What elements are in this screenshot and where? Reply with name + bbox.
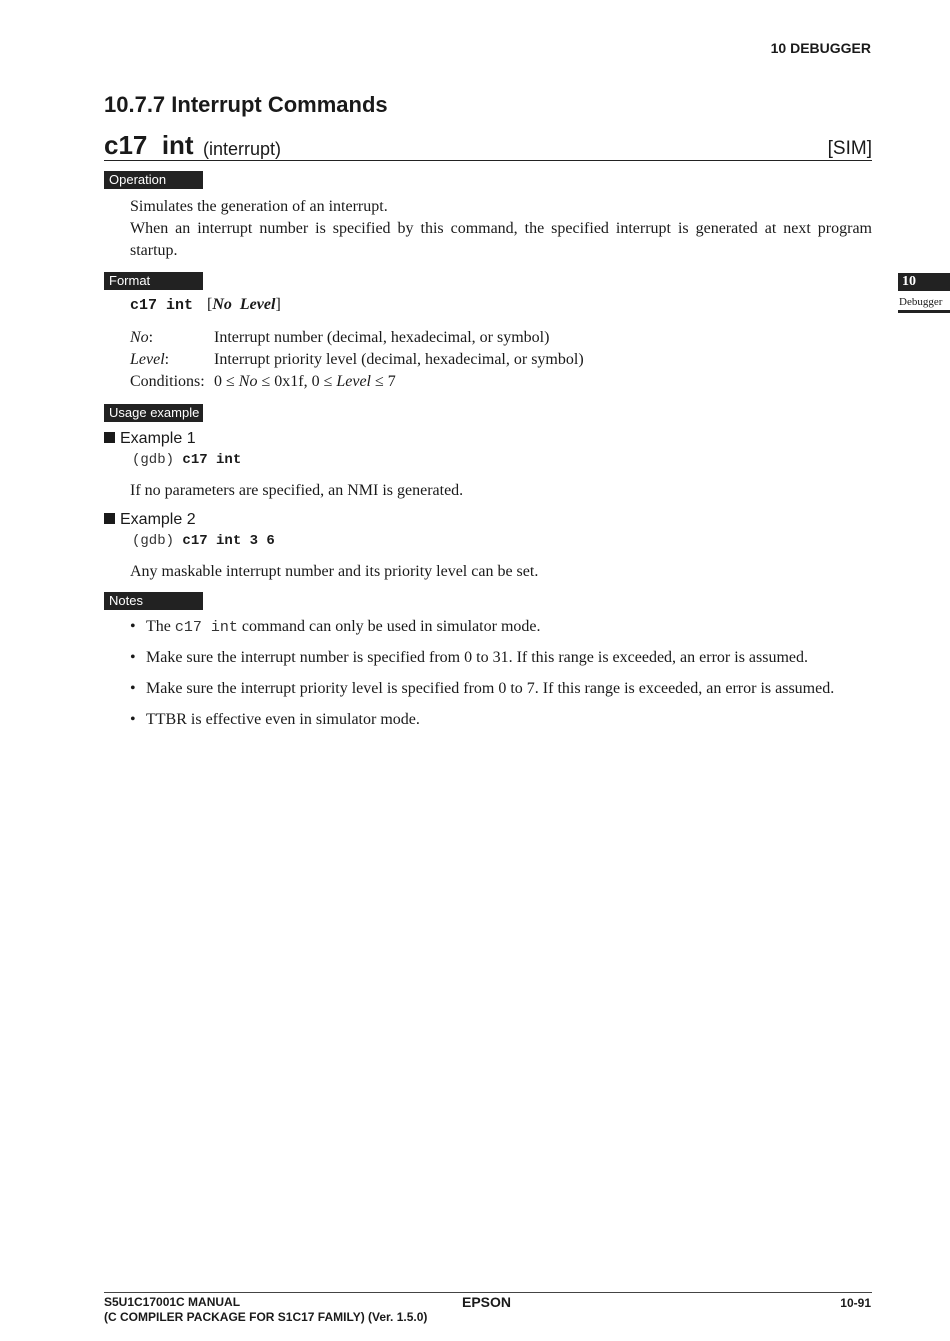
cond-no: No: [238, 373, 258, 390]
note-item: [130, 680, 834, 698]
code-prompt: (gdb): [132, 533, 175, 549]
note-item: [130, 649, 808, 667]
command-mode: [SIM]: [827, 138, 872, 159]
note-text: Make sure the interrupt priority level is specified from 0 to 7. If this range is exceeded, an error is assumed.: [146, 680, 835, 697]
usage-label: Usage example: [104, 404, 203, 422]
cond-part-b: ≤ 0x1f, 0 ≤: [257, 373, 337, 390]
cond-part-a: 0 ≤: [214, 373, 239, 390]
footer-manual-title: [104, 1295, 427, 1325]
bullet-icon: •: [130, 711, 136, 728]
example-title: Example 1: [120, 430, 196, 447]
square-bullet-icon: [104, 432, 115, 443]
chapter-tab-number: 10: [898, 273, 950, 291]
footer-line-1: S5U1C17001C MANUAL: [104, 1295, 241, 1309]
example-text: Any maskable interrupt number and its priority level can be set.: [130, 563, 539, 580]
format-bracket-open: [: [207, 296, 213, 313]
code-command: c17 int: [182, 452, 242, 468]
note-item: [130, 711, 420, 729]
footer-rule: [104, 1292, 872, 1293]
bullet-icon: •: [130, 618, 136, 635]
operation-line-1: Simulates the generation of an interrupt.: [130, 198, 388, 215]
param-desc: Interrupt number (decimal, hexadecimal, or symbol): [214, 329, 550, 346]
example-code: [132, 533, 275, 549]
example-heading: [104, 430, 196, 448]
bullet-icon: •: [130, 680, 136, 697]
conditions-label: Conditions:: [130, 373, 205, 390]
operation-line-2: When an interrupt number is specified by this command, the specified interrupt is generated at next program startup.: [130, 220, 872, 259]
note-text: TTBR is effective even in simulator mode.: [146, 711, 420, 728]
page-number: 10-91: [840, 1296, 871, 1310]
running-head: 10 DEBUGGER: [770, 40, 871, 56]
example-text: If no parameters are specified, an NMI is generated.: [130, 482, 464, 499]
footer-line-2: (C COMPILER PACKAGE FOR S1C17 FAMILY) (Ver. 1.5.0): [104, 1310, 428, 1324]
footer-brand: EPSON: [462, 1294, 512, 1310]
operation-text: [130, 196, 872, 262]
code-prompt: (gdb): [132, 452, 175, 468]
notes-label: Notes: [104, 592, 203, 610]
conditions-row: [130, 373, 396, 391]
command-name: c17 int: [104, 130, 194, 160]
cond-part-c: ≤ 7: [371, 373, 396, 390]
param-desc: Interrupt priority level (decimal, hexadecimal, or symbol): [214, 351, 584, 368]
bullet-icon: •: [130, 649, 136, 666]
section-title: 10.7.7 Interrupt Commands: [104, 92, 388, 117]
command-description: (interrupt): [203, 139, 282, 159]
format-command: c17 int: [130, 297, 194, 314]
command-heading: [104, 130, 872, 161]
format-arg-level: Level: [239, 296, 276, 313]
param-row: Level: Interrupt priority level (decimal, hexadecimal, or symbol): [130, 351, 584, 368]
chapter-tab-label: Debugger: [898, 296, 950, 313]
format-arg-no: No: [212, 296, 232, 313]
note-code: c17 int: [174, 619, 238, 636]
note-item: [130, 618, 541, 636]
example-heading: [104, 511, 196, 529]
param-name: No: [130, 329, 149, 346]
param-row: No: Interrupt number (decimal, hexadecimal, or symbol): [130, 329, 550, 346]
format-bracket-close: ]: [275, 296, 281, 313]
code-command: c17 int 3 6: [182, 533, 275, 549]
note-text: Make sure the interrupt number is specified from 0 to 31. If this range is exceeded, an error is assumed.: [146, 649, 809, 666]
operation-label: Operation: [104, 171, 203, 189]
note-text-pre: The: [146, 618, 175, 635]
format-syntax: [130, 296, 281, 314]
format-label: Format: [104, 272, 203, 290]
param-name: Level: [130, 351, 165, 368]
example-title: Example 2: [120, 511, 196, 528]
cond-level: Level: [336, 373, 371, 390]
note-text-post: command can only be used in simulator mode.: [237, 618, 541, 635]
example-code: [132, 452, 241, 468]
square-bullet-icon: [104, 513, 115, 524]
